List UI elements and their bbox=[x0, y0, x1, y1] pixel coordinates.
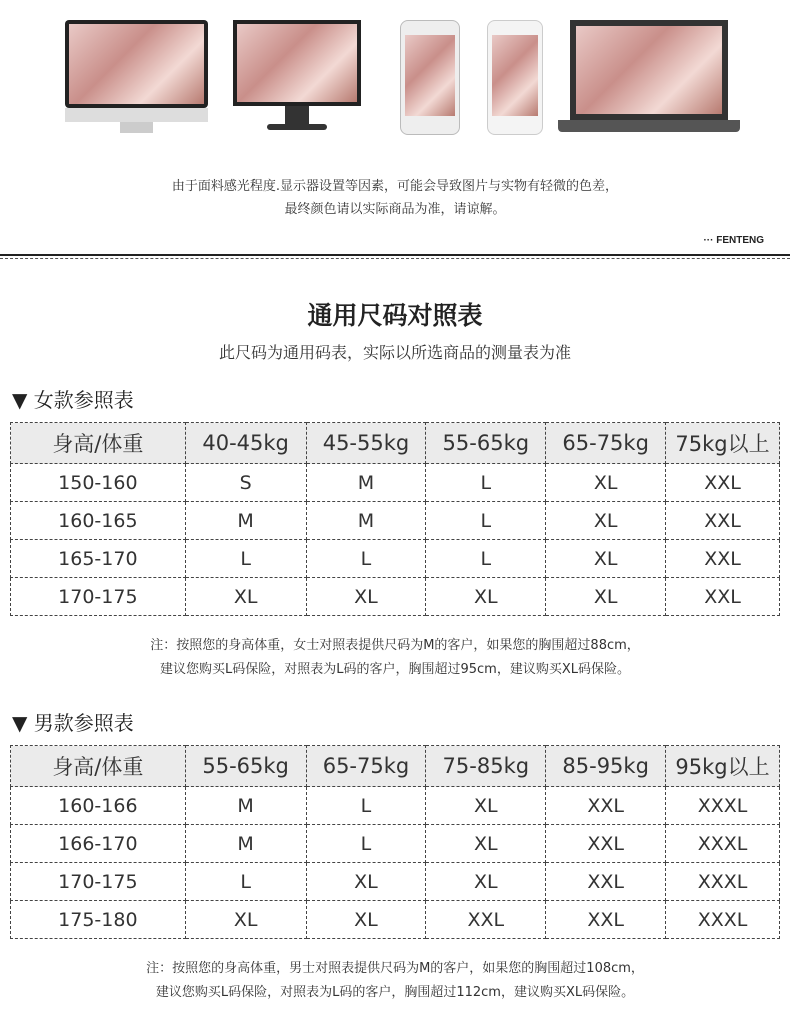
table-cell: XXL bbox=[426, 901, 546, 939]
table-row bbox=[11, 578, 780, 616]
table-cell: M bbox=[185, 825, 306, 863]
table-cell: 170-175 bbox=[11, 578, 186, 616]
table-cell: L bbox=[426, 540, 546, 578]
table-cell: XXL bbox=[666, 540, 780, 578]
phone-device-image bbox=[400, 20, 460, 135]
table-cell: XXXL bbox=[666, 825, 780, 863]
table-cell: XL bbox=[546, 464, 666, 502]
table-header-row bbox=[11, 423, 780, 464]
men-note bbox=[0, 957, 790, 1005]
table-cell: XXXL bbox=[666, 863, 780, 901]
table-row bbox=[11, 825, 780, 863]
table-cell: XL bbox=[306, 578, 426, 616]
header-cell: 75kg以上 bbox=[666, 423, 780, 464]
women-section-heading: ▼ 女款参照表 bbox=[12, 388, 134, 412]
color-notice bbox=[0, 175, 790, 221]
table-cell: XL bbox=[426, 578, 546, 616]
table-cell: XXL bbox=[666, 502, 780, 540]
table-cell: XXL bbox=[546, 901, 666, 939]
table-cell: L bbox=[306, 825, 426, 863]
table-cell: L bbox=[426, 502, 546, 540]
notice-line: 最终颜色请以实际商品为准，请谅解。 bbox=[284, 202, 506, 217]
header-cell: 身高/体重 bbox=[11, 746, 186, 787]
page-subtitle: 此尺码为通用码表，实际以所选商品的测量表为准 bbox=[218, 343, 571, 362]
men-size-table bbox=[10, 745, 780, 939]
header-cell: 55-65kg bbox=[185, 746, 306, 787]
table-cell: XL bbox=[185, 578, 306, 616]
women-note bbox=[0, 634, 790, 682]
women-size-table bbox=[10, 422, 780, 616]
note-line: 注：按照您的身高体重，男士对照表提供尺码为M的客户，如果您的胸围超过108cm， bbox=[146, 961, 644, 976]
table-cell: 160-165 bbox=[11, 502, 186, 540]
table-cell: L bbox=[185, 540, 306, 578]
header-cell: 55-65kg bbox=[426, 423, 546, 464]
table-row bbox=[11, 901, 780, 939]
table-cell: L bbox=[185, 863, 306, 901]
table-cell: L bbox=[306, 540, 426, 578]
brand-label: ··· FENTENG bbox=[703, 235, 764, 246]
table-cell: XXL bbox=[546, 825, 666, 863]
table-cell: XL bbox=[426, 787, 546, 825]
table-cell: XXL bbox=[546, 863, 666, 901]
table-row bbox=[11, 464, 780, 502]
note-line: 建议您购买L码保险，对照表为L码的客户，胸围超过95cm，建议购买XL码保险。 bbox=[160, 662, 630, 677]
table-cell: M bbox=[306, 502, 426, 540]
header-cell: 95kg以上 bbox=[666, 746, 780, 787]
table-cell: M bbox=[185, 787, 306, 825]
table-cell: 160-166 bbox=[11, 787, 186, 825]
table-row bbox=[11, 787, 780, 825]
table-cell: 175-180 bbox=[11, 901, 186, 939]
note-line: 注：按照您的身高体重，女士对照表提供尺码为M的客户，如果您的胸围超过88cm， bbox=[150, 638, 640, 653]
table-cell: 170-175 bbox=[11, 863, 186, 901]
header-cell: 身高/体重 bbox=[11, 423, 186, 464]
imac-device-image bbox=[65, 20, 208, 135]
monitor-device-image bbox=[233, 20, 361, 135]
men-section-heading: ▼ 男款参照表 bbox=[12, 711, 134, 735]
table-cell: XXXL bbox=[666, 787, 780, 825]
divider bbox=[0, 254, 790, 256]
table-cell: XXL bbox=[666, 464, 780, 502]
header-cell: 85-95kg bbox=[546, 746, 666, 787]
table-cell: 165-170 bbox=[11, 540, 186, 578]
table-cell: M bbox=[185, 502, 306, 540]
table-cell: XL bbox=[546, 540, 666, 578]
divider bbox=[0, 258, 790, 259]
table-cell: XXL bbox=[666, 578, 780, 616]
laptop-device-image bbox=[558, 20, 740, 135]
table-cell: XL bbox=[426, 863, 546, 901]
table-row bbox=[11, 502, 780, 540]
table-cell: XL bbox=[546, 502, 666, 540]
table-row bbox=[11, 540, 780, 578]
table-cell: XL bbox=[546, 578, 666, 616]
table-cell: 166-170 bbox=[11, 825, 186, 863]
header-cell: 75-85kg bbox=[426, 746, 546, 787]
table-cell: XL bbox=[306, 901, 426, 939]
table-cell: XL bbox=[185, 901, 306, 939]
table-cell: 150-160 bbox=[11, 464, 186, 502]
table-cell: L bbox=[426, 464, 546, 502]
header-cell: 65-75kg bbox=[546, 423, 666, 464]
table-cell: XL bbox=[426, 825, 546, 863]
page-title: 通用尺码对照表 bbox=[307, 301, 483, 330]
table-cell: S bbox=[185, 464, 306, 502]
header-cell: 45-55kg bbox=[306, 423, 426, 464]
table-cell: XXXL bbox=[666, 901, 780, 939]
notice-line: 由于面料感光程度.显示器设置等因素，可能会导致图片与实物有轻微的色差， bbox=[171, 179, 619, 194]
phone-device-image bbox=[487, 20, 543, 135]
table-row bbox=[11, 863, 780, 901]
table-cell: XL bbox=[306, 863, 426, 901]
note-line: 建议您购买L码保险，对照表为L码的客户，胸围超过112cm，建议购买XL码保险。 bbox=[155, 985, 635, 1000]
table-cell: L bbox=[306, 787, 426, 825]
table-cell: M bbox=[306, 464, 426, 502]
table-header-row bbox=[11, 746, 780, 787]
header-cell: 40-45kg bbox=[185, 423, 306, 464]
header-cell: 65-75kg bbox=[306, 746, 426, 787]
table-cell: XXL bbox=[546, 787, 666, 825]
